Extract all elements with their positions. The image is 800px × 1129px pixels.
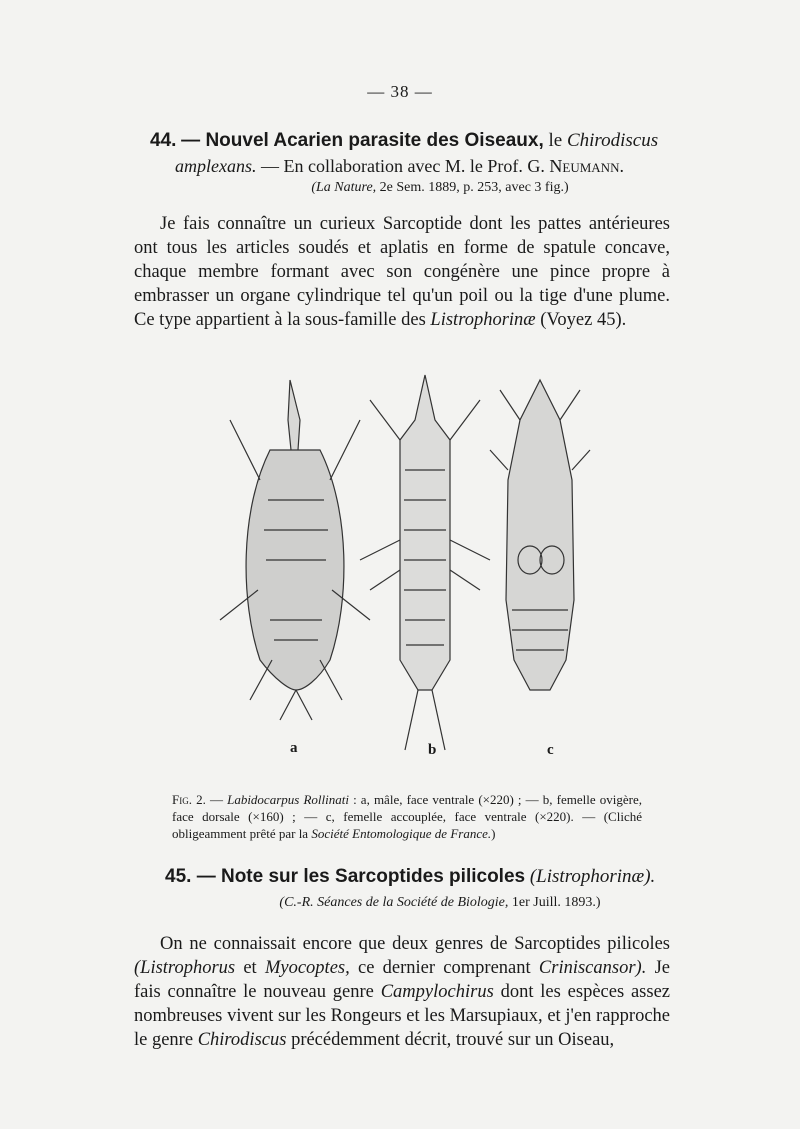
section-45-paragraph — [134, 932, 670, 1052]
s45-text-2: et — [235, 958, 265, 978]
figure-caption — [172, 791, 642, 842]
section-45-number: 45. — [165, 866, 192, 887]
mite-c-drawing — [490, 380, 590, 690]
s45-text-4: Je fais connaître le nouveau genre — [134, 958, 670, 1002]
section-45-title-bold: — Note sur les Sarcoptides pilicoles — [191, 866, 526, 887]
caption-society: Société Entomologique de France. — [311, 826, 492, 841]
s45-genus-listrophorus: (Listrophorus — [134, 958, 236, 978]
figure-label-b: b — [428, 742, 437, 758]
mite-a-drawing — [220, 380, 370, 720]
section-44-title-plain: le — [543, 130, 567, 151]
section-44-collab: — En collaboration avec M. le Prof. G. — [256, 156, 550, 176]
section-45-reference — [40, 895, 800, 911]
s45-text-3: ce dernier comprenant — [349, 958, 539, 978]
s45-text-5: dont les espèces assez nombreuses vivent sur les Rongeurs et les Marsupiaux, et j'en rapproche le genre — [134, 982, 670, 1050]
section-44-species: amplexans. — [175, 156, 257, 176]
s45-text-6: précédemment décrit, trouvé sur un Oiseau, — [286, 1030, 615, 1050]
s45-genus-myocoptes: Myocoptes, — [264, 958, 350, 978]
section-44-ref-journal: (La Nature, — [311, 180, 377, 195]
section-44-paragraph — [134, 212, 670, 332]
section-45-ref-date: 1er Juill. 1893.) — [508, 895, 601, 910]
caption-end: ) — [491, 826, 496, 841]
s45-genus-campylochirus: Campylochirus — [380, 982, 494, 1002]
caption-text: : a, mâle, face ventrale (×220) ; — b, femelle ovigère, face dorsale (×160) ; — c, femelle accouplée, face ventrale (×220). — (Cliché obligeamment prêté par la — [172, 792, 642, 841]
s45-genus-chirodiscus: Chirodiscus — [197, 1030, 287, 1050]
section-44-title — [150, 130, 710, 152]
section-44-reference — [40, 180, 800, 196]
section-45-ref-journal: (C.-R. Séances de la Société de Biologie, — [279, 895, 509, 910]
section-44-title-bold: — Nouvel Acarien parasite des Oiseaux, — [181, 130, 544, 151]
section-45-title — [165, 866, 685, 888]
section-44-text-end: (Voyez 45). — [535, 310, 627, 330]
s45-text-1: On ne connaissait encore que deux genres de Sarcoptides pilicoles — [160, 934, 670, 954]
section-45-title-italic: (Listrophorinæ). — [525, 866, 656, 887]
mite-b-drawing — [360, 375, 490, 750]
page-number: — 38 — — [367, 82, 433, 101]
s45-genus-criniscansor: Criniscansor). — [538, 958, 647, 978]
section-44-coauthor: Neumann. — [549, 156, 624, 176]
section-44-text: Je fais connaître un curieux Sarcoptide dont les pattes antérieures ont tous les articles soudés et aplatis en forme de spatule concave, chaque membre formant avec son congénère une pince propre à embrasser un organe cylindrique tel qu'un poil ou la tige d'une plume. Ce type appartient à la sous-famille des — [134, 214, 670, 330]
caption-prefix: Fig. 2. — — [172, 792, 228, 807]
section-44-title-italic: Chirodiscus — [566, 130, 659, 151]
caption-species: Labidocarpus Rollinati — [227, 792, 349, 807]
mite-illustration — [200, 360, 620, 780]
section-44-ref-details: 2e Sem. 1889, p. 253, avec 3 fig.) — [376, 180, 569, 195]
section-44-title-line2 — [175, 156, 624, 177]
section-44-number: 44. — [150, 130, 177, 151]
figure-label-a: a — [290, 740, 298, 756]
figure-label-c: c — [547, 742, 554, 758]
section-44-text-italic: Listrophorinæ — [430, 310, 536, 330]
